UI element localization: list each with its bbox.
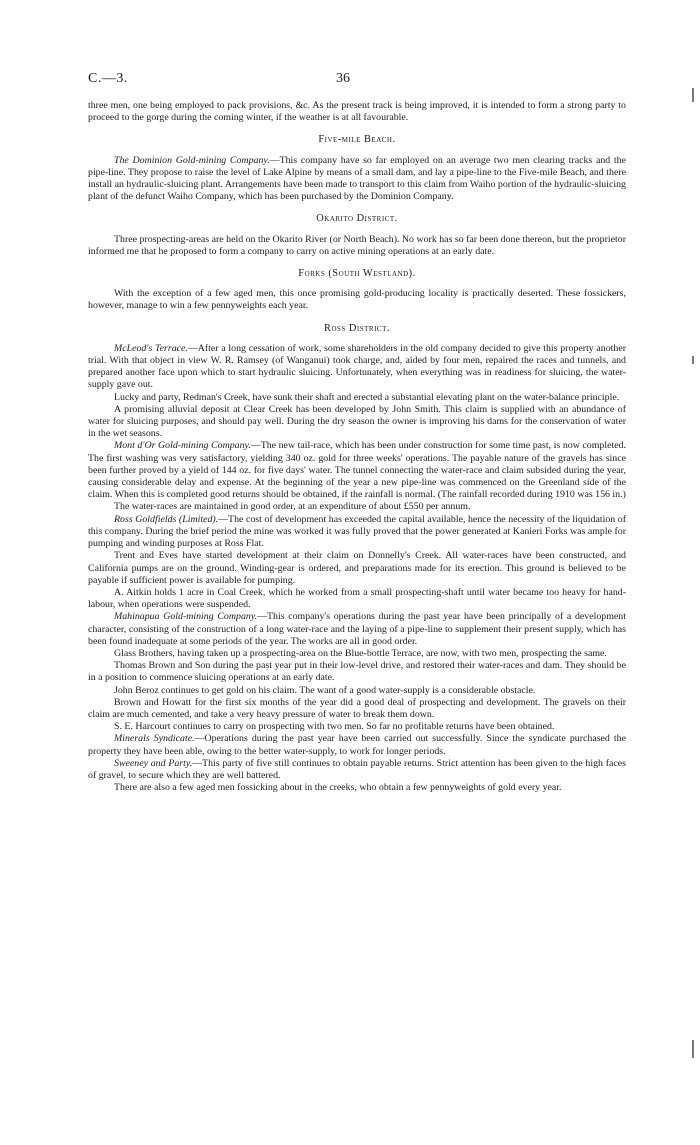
- text-minerals: —Operations during the past year have been carried out successfully. Since the syndicate purchased the property they have been able, owing to the better water-supply, to work for longer periods.: [88, 733, 626, 757]
- paragraph-harcourt: S. E. Harcourt continues to carry on prospecting with two men. So far no profitable returns have been obtained.: [114, 721, 555, 733]
- scan-edge-mark: [692, 88, 694, 102]
- lead-minerals: Minerals Syndicate.: [114, 733, 195, 745]
- paragraph-trent-eves: Trent and Eves have started development at their claim on Donnelly's Creek. All water-races have been constructed, and California pumps are on the ground. Winding-gear is ordered, and preparations made for its erection. This ground is believed to be payable if sufficient power is available for pumping.: [88, 550, 626, 586]
- heading-okarito-district: Okarito District.: [316, 213, 398, 225]
- lead-sweeney: Sweeney and Party.: [114, 757, 193, 769]
- paragraph-aitkin: A. Aitkin holds 1 acre in Coal Creek, which he worked from a small prospecting-shaft until water became too heavy for hand-labour, when operations were suspended.: [88, 586, 626, 611]
- heading-ross-district: Ross District.: [324, 322, 390, 334]
- paragraph-okarito: Three prospecting-areas are held on the Okarito River (or North Beach). No work has so far been done thereon, but the proprietor informed me that he proposed to form a company to carry on active mining operations at an early date.: [88, 233, 626, 257]
- text-sweeney: —This party of five still continues to obtain payable returns. Strict attention has been given to the high faces of gravel, to secure which they are well battered.: [88, 757, 626, 781]
- text-ross-goldfields: —The cost of development has exceeded the capital available, hence the necessity of the liquidation of this company. During the brief period the mine was worked it was fully proved that the power generated at Kanieri Forks was ample for pumping and winding purposes at Ross Flat.: [88, 513, 626, 550]
- paragraph-forks: With the exception of a few aged men, this once promising gold-producing locality is practically deserted. These fossickers, however, manage to win a few pennyweights each year.: [88, 288, 626, 312]
- report-body: [88, 100, 626, 794]
- paragraph-dominion-company: [88, 155, 626, 204]
- paragraph-lucky: Lucky and party, Redman's Creek, have sunk their shaft and erected a substantial elevating plant on the water-balance principle.: [114, 391, 620, 403]
- heading-five-mile-beach: Five-mile Beach.: [318, 134, 396, 146]
- paragraph-mahinapua: [88, 611, 626, 648]
- paragraph-mont-dor: [88, 440, 626, 501]
- paragraph-intro: three men, one being employed to pack provisions, &c. As the present track is being improved, it is intended to form a strong party to proceed to the gorge during the coming winter, if the weather is at all favourable.: [88, 100, 626, 124]
- paragraph-brown-howatt: Brown and Howatt for the first six months of the year did a good deal of prospecting and development. The gravels on their claim are much cemented, and take a very heavy pressure of water to break them down.: [88, 696, 626, 720]
- page-number: 36: [336, 71, 350, 86]
- lead-mont-dor: Mont d'Or Gold-mining Company.: [114, 440, 251, 452]
- scan-edge-mark: [692, 356, 694, 364]
- lead-dominion: The Dominion Gold-mining Company.: [114, 154, 270, 166]
- paragraph-glass-brothers: Glass Brothers, having taken up a prospecting-area on the Blue-bottle Terrace, are now, with two men, prospecting the same.: [114, 647, 607, 659]
- scan-edge-mark: [692, 1040, 694, 1058]
- lead-mcleod: McLeod's Terrace.: [114, 342, 188, 354]
- paragraph-beroz: John Beroz continues to get gold on his claim. The want of a good water-supply is a considerable obstacle.: [114, 684, 536, 696]
- text-mcleod: —After a long cessation of work, some shareholders in the old company decided to give this property another trial. With that object in view W. R. Ramsey (of Wanganui) took charge, and, aided by four men, repaired the races and tunnels, and prepared another face upon which to start hydraulic sluicing. Unfortunately, when everything was in readiness for sluicing, the water-supply gave out.: [88, 342, 627, 391]
- paragraph-mcleods-terrace: [88, 343, 626, 392]
- lead-mahinapua: Mahinapua Gold-mining Company.: [114, 611, 258, 623]
- report-reference: C.—3.: [88, 71, 128, 86]
- text-mont-dor: —The new tail-race, which has been under construction for some time past, is now completed. The first washing was very satisfactory, yielding 340 oz. gold for three weeks' operations. The payable nature of the gravels has since been further proved by a yield of 144 oz. for five days' water. The tunnel connecting the water-race and claim subsided during the year, causing considerable delay and expense. At the beginning of the year a new pipe-line was commenced on the Greenland side of the claim. When this is completed good returns should be obtained, if the rainfall is normal. (The rainfall recorded during 1910 was 156 in.): [88, 440, 626, 501]
- paragraph-ross-goldfields: [88, 514, 626, 551]
- text-dominion: —This company have so far employed on an average two men clearing tracks and the pipe-line. They propose to raise the level of Lake Alpine by means of a small dam, and lay a pipe-line to the Five-mile Beach, and there install an hydraulic-sluicing plant. Arrangements have been made to transport to this claim from Waiho portion of the hydraulic-sluicing plant of the defunct Waiho Company, which has been purchased by the Dominion Company.: [88, 154, 626, 203]
- heading-forks: Forks (South Westland).: [298, 268, 416, 280]
- lead-ross-goldfields: Ross Goldfields (Limited).: [114, 513, 219, 525]
- paragraph-thomas-brown: Thomas Brown and Son during the past year put in their low-level drive, and restored their water-races and dam. They should be in a position to commence sluicing operations at an early date.: [88, 660, 626, 684]
- paragraph-minerals-syndicate: [88, 733, 626, 757]
- text-mahinapua: —This company's operations during the past year have been principally of a development character, consisting of the construction of a long water-race and the laying of a pipe-line to supplement their present supply, which has been found inadequate at some periods of the year. The works are all in good order.: [88, 611, 626, 647]
- paragraph-aged-men: There are also a few aged men fossicking about in the creeks, who obtain a few pennyweights of gold every year.: [114, 782, 562, 794]
- paragraph-sweeney: [88, 758, 626, 782]
- paragraph-alluvial: A promising alluvial deposit at Clear Creek has been developed by John Smith. This claim is supplied with an abundance of water for sluicing purposes, and should pay well. During the dry season the owner is improving his dams for the conservation of water in the wet seasons.: [88, 403, 626, 440]
- paragraph-water-races: The water-races are maintained in good order, at an expenditure of about £550 per annum.: [114, 501, 471, 513]
